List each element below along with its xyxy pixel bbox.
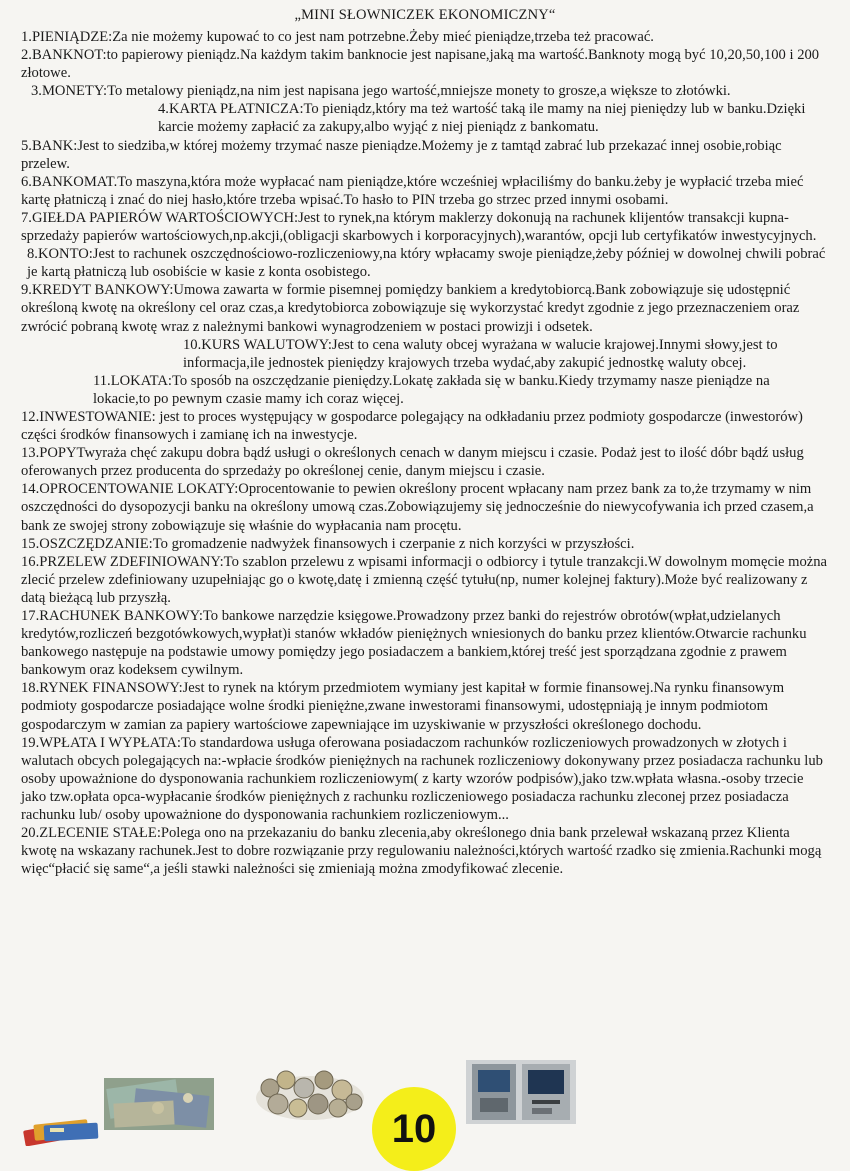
glossary-entry-13: 13.POPYTwyraża chęć zakupu dobra bądź usługi o określonych cenach w danym miejscu i czasie. Podaż jest to ilość dóbr bądź usług oferowanych przez producenta do sprzedaży po określonej cenie, danym miejscu i czasie. (21, 445, 804, 480)
glossary-entry-10: 10.KURS WALUTOWY:Jest to cena waluty obcej wyrażana w walucie krajowej.Innymi słowy,jest to informacja,ile jednostek pieniędzy krajowych trzeba wydać,aby zakupić jednostkę waluty obcej. (183, 336, 778, 371)
glossary-list (21, 28, 829, 878)
glossary-entry-12: 12.INWESTOWANIE: jest to proces występujący w gospodarce polegający na odkładaniu przez podmioty gospodarcze (inwestorów) części środków finansowych i zamianę ich na inwestycje. (21, 408, 803, 444)
atm-image (466, 1060, 576, 1124)
glossary-entry-3: 3.MONETY:To metalowy pieniądz,na nim jest napisana jego wartość,mniejsze monety to grosze,a większe to złotówki. (31, 83, 731, 100)
glossary-entry-6: 6.BANKOMAT.To maszyna,która może wypłacać nam pieniądze,które wcześniej wpłaciliśmy do banku.żeby je wypłacić trzeba mieć kartę płatniczą i znać do niej hasło,które trzeba wpisać.To hasło to PIN trzeba go strzec przed innymi osobami. (21, 173, 804, 208)
glossary-entry-11: 11.LOKATA:To sposób na oszczędzanie pieniędzy.Lokatę zakłada się w banku.Kiedy trzymamy nasze pieniądze na lokacie,to po pewnym czasie mamy ich coraz więcej. (93, 372, 770, 407)
glossary-entry-8: 8.KONTO:Jest to rachunek oszczędnościowo-rozliczeniowy,na który wpłacamy swoje pieniądze,żeby później w dowolnej chwili pobrać je kartą płatniczą lub osobiście w kasie z konta osobistego. (27, 246, 826, 281)
glossary-entry-9: 9.KREDYT BANKOWY:Umowa zawarta w formie pisemnej pomiędzy bankiem a kredytobiorcą.Bank zobowiązuje się udostępnić określoną kwotę na określony cel oraz czas,a kredytobiorca zobowiązuje się wykorzystać kredyt zgodnie z jego przeznaczeniem oraz zwrócić pobraną kwotę wraz z należnymi bankowi wynagrodzeniem w postaci prowizji i odsetek. (21, 282, 800, 335)
glossary-entry-15: 15.OSZCZĘDZANIE:To gromadzenie nadwyżek finansowych i czerpanie z nich korzyści w przyszłości. (21, 535, 635, 552)
glossary-entry-17: 17.RACHUNEK BANKOWY:To bankowe narzędzie księgowe.Prowadzony przez banki do rejestrów obrotów(wpłat,udzielanych kredytów,rozliczeń bezgotówkowych,wypłat)i stanów wkładów pieniężnych wniesionych do banku przez klientów.Otwarcie rachunku bankowego następuje na podstawie umowy pomiędzy jego posiadaczem a bankiem,której treść jest sporządzana zgodnie z prawem bankowym oraz kodeksem cywilnym. (21, 608, 807, 679)
glossary-entry-4: 4.KARTA PŁATNICZA:To pieniądz,który ma też wartość taką ile mamy na niej pieniędzy lub w banku.Dzięki karcie możemy zapłacić za zakupy,albo wyjąć z niej pieniądz z bankomatu. (158, 101, 806, 136)
glossary-entry-7: 7.GIEŁDA PAPIERÓW WARTOŚCIOWYCH:Jest to rynek,na którym maklerzy dokonują na rachunek klijentów transakcji kupna-sprzedaży papierów wartościowych,np.akcji,(obligacji skarbowych i korporacyjnych),warantów, opcji lub certyfikatów inwestycyjnych. (21, 209, 817, 245)
glossary-entry-16: 16.PRZELEW ZDEFINIOWANY:To szablon przelewu z wpisami informacji o odbiorcy i tytule tranzakcji.W dowolnym momęcie można zlecić przelew zdefiniowany uzupełniając go o kwotę,datę i zmienną część tytułu(np, numer kolejnej faktury).Może być realizowany z datą bieżącą lub przyszłą. (21, 553, 828, 606)
coins-image (254, 1066, 366, 1122)
glossary-entry-14: 14.OPROCENTOWANIE LOKATY:Oprocentowanie to pewien określony procent wpłacany nam przez bank za to,że trzymamy w nim oszczędności do dysopozycji banku na określony umową czas.Zobowiązujemy się jednocześnie do niewycofywania ich przed czasem,a bank ze swojej strony zobowiązuje się właśnie do wypłacania nam procętu. (21, 481, 814, 534)
banknotes-image (104, 1078, 214, 1130)
payment-cards-image (22, 1112, 102, 1146)
page-title: „MINI SŁOWNICZEK EKONOMICZNY“ (294, 7, 556, 23)
page-number-badge: 10 (372, 1087, 456, 1171)
glossary-entry-20: 20.ZLECENIE STAŁE:Polega ono na przekazaniu do banku zlecenia,aby określonego dnia bank przelewał wskazaną przez Klienta kwotę na wskazany rachunek.Jest to dobre rozwiązanie przy regulowaniu należności,których wartość rzadko się zmienia.Rachunki mogą więc“płacić się same“,a jeśli stawki należności się zmieniają można zmodyfikować zlecenie. (21, 825, 822, 878)
glossary-entry-2: 2.BANKNOT:to papierowy pieniądz.Na każdym takim banknocie jest napisane,jaką ma wartość.Banknoty mogą być 10,20,50,100 i 200 złotowe. (21, 47, 820, 82)
glossary-entry-19: 19.WPŁATA I WYPŁATA:To standardowa usługa oferowana posiadaczom rachunków rozliczeniowych prowadzonych w złotych i walutach obcych polegających na:-wpłacie środków pieniężnych na rachunek rozliczeniowy dokonywany przez posiadacza rachunku lub osoby upoważnione do dysponowania rachunkiem rozliczeniowym( z karty wzorów podpisów),jako tzw.wpłata własna.-osoby trzecie jako tzw.opłata opca-wypłacanie środków pieniężnych z rachunku rozliczeniowego posiadacza rachunku zleconej przez posiadacza rachunku lub/ osoby upoważnione do dysponowania rachunkiem rozliczeniowym... (21, 734, 823, 824)
glossary-entry-18: 18.RYNEK FINANSOWY:Jest to rynek na którym przedmiotem wymiany jest kapitał w formie finansowej.Na rynku finansowym podmioty gospodarcze posiadające wolne środki pieniężne,zwane inwestorami finansowymi, udostępniają je innym podmiotom gospodarczym w zamian za papiery wartościowe zapewniające im uzyskiwanie w przyszłości określonego dochodu. (21, 680, 785, 733)
glossary-entry-5: 5.BANK:Jest to siedziba,w której możemy trzymać nasze pieniądze.Możemy je z tamtąd zabrać lub przekazać innej osobie,robiąc przelew. (21, 137, 782, 172)
glossary-entry-1: 1.PIENIĄDZE:Za nie możemy kupować to co jest nam potrzebne.Żeby mieć pieniądze,trzeba też pracować. (21, 29, 654, 45)
